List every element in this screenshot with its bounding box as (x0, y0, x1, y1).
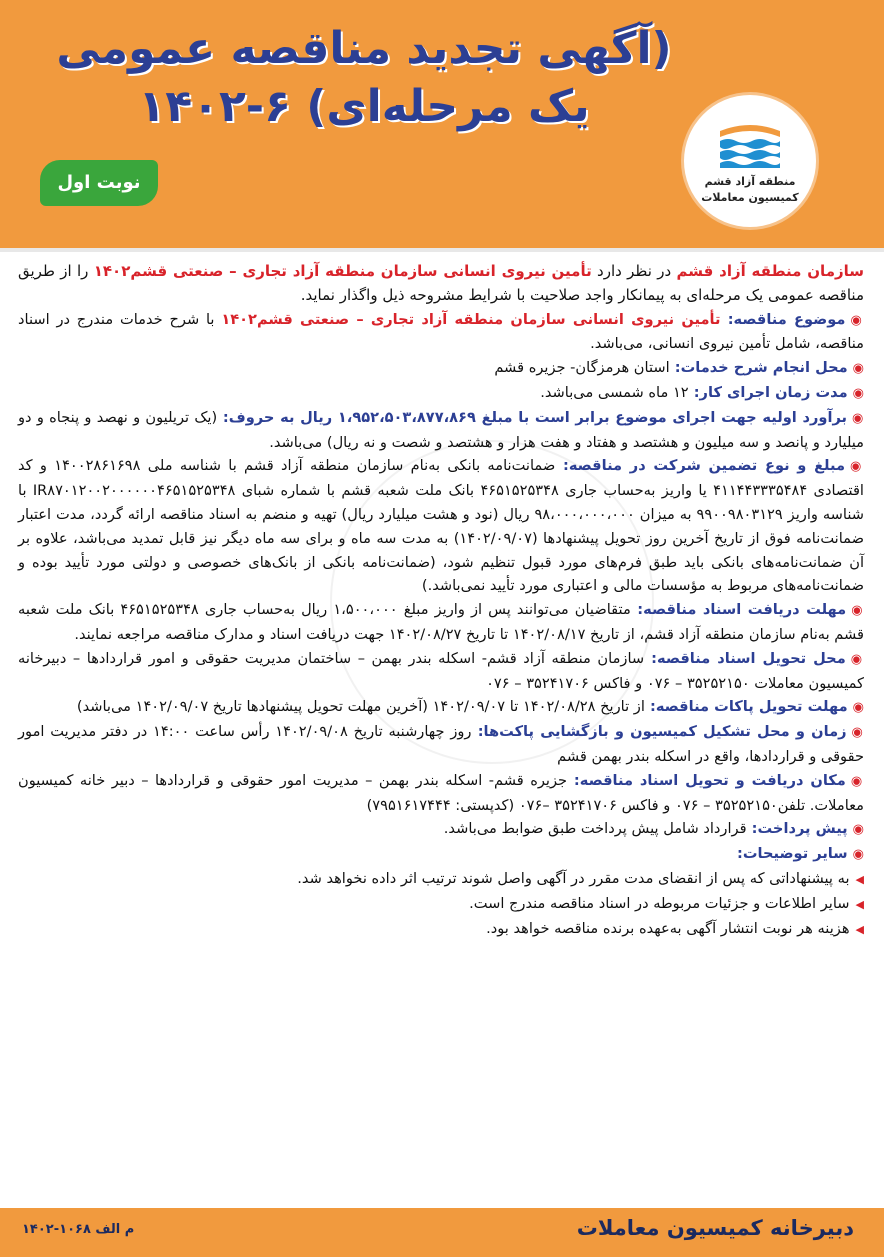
triangle-bullet-icon: ◀ (855, 897, 864, 911)
bullet-icon: ◉ (852, 700, 864, 716)
bullet-icon: ◉ (851, 603, 864, 619)
round-badge: نوبت اول (40, 160, 158, 206)
item-text: متقاضیان می‌توانند پس از واریز مبلغ ۱،۵۰۰،۰۰۰ ریال به‌حساب جاری ۴۶۵۱۵۲۵۳۴۸ بانک ملت شعبه قشم به‌نام سازمان منطقه آزاد قشم، از تاریخ ۱۴۰۲/۰۸/۱۷ تا تاریخ ۱۴۰۲/۰۸/۲۷ جهت دریافت اسناد و مدارک مناقصه مراجعه نمایند. (18, 601, 864, 643)
notice-title (14, 20, 714, 136)
header-banner (0, 0, 884, 252)
note-item (18, 917, 864, 942)
item-guarantee (18, 454, 864, 598)
item-text: روز چهارشنبه تاریخ ۱۴۰۲/۰۹/۰۸ رأس ساعت ۱۴:۰۰ در دفتر مدیریت امور حقوقی و قراردادها، واقع در اسکله بندر بهمن قشم (18, 723, 864, 765)
title-line-2: یک مرحله‌ای) ۶-۱۴۰۲ (138, 81, 590, 132)
item-highlight: تأمین نیروی انسانی سازمان منطقه آزاد تجاری – صنعتی قشم۱۴۰۲ (221, 310, 721, 328)
item-label: محل انجام شرح خدمات: (669, 359, 848, 377)
intro-text-2: را از طریق مناقصه عمومی یک مرحله‌ای به پیمانکار واجد صلاحیت با شرایط مشروحه ذیل واگذار نماید. (18, 262, 864, 304)
note-text: هزینه هر نوبت انتشار آگهی به‌عهده برنده مناقصه خواهد بود. (486, 919, 850, 937)
item-label: مدت زمان اجرای کار: (688, 383, 848, 401)
title-line-1: (آگهی تجدید مناقصه عمومی (56, 23, 672, 74)
item-duration (18, 381, 864, 406)
intro-paragraph (18, 260, 864, 308)
item-prepayment (18, 817, 864, 842)
bullet-icon: ◉ (850, 312, 864, 328)
bullet-icon: ◉ (852, 847, 864, 863)
qeshm-logo (684, 95, 816, 227)
bullet-icon: ◉ (852, 410, 864, 426)
note-text: به پیشنهاداتی که پس از انقضای مدت مقرر در آگهی واصل شوند ترتیب اثر داده نخواهد شد. (297, 869, 850, 887)
item-opening (18, 720, 864, 769)
item-text: (یک تریلیون و نهصد و پنجاه و دو میلیارد و پانصد و سه میلیون و هشتصد و هفتاد و هفت هزار و هشتصد و شصت و نه ریال) می‌باشد. (18, 408, 864, 451)
item-subject (18, 308, 864, 357)
triangle-bullet-icon: ◀ (855, 872, 864, 886)
note-item (18, 867, 864, 892)
item-label: برآورد اولیه جهت اجرای موضوع برابر است با مبلغ ۱،۹۵۲،۵۰۳،۸۷۷،۸۶۹ ریال به حروف: (217, 408, 848, 426)
item-text: از تاریخ ۱۴۰۲/۰۸/۲۸ تا ۱۴۰۲/۰۹/۰۷ (آخرین مهلت تحویل پیشنهادها تاریخ ۱۴۰۲/۰۹/۰۷ می‌باشد) (76, 698, 645, 716)
item-text: جزیره قشم- اسکله بندر بهمن – مدیریت امور حقوقی و قراردادها – دبیر خانه کمیسیون معاملات. تلفن۳۵۲۵۲۱۵۰ – ۰۷۶ و فاکس ۳۵۲۴۱۷۰۶ –۰۷۶ (کدپستی: ۷۹۵۱۶۱۷۴۴۴) (18, 771, 864, 814)
item-label: مهلت دریافت اسناد مناقصه: (630, 601, 847, 619)
note-text: سایر اطلاعات و جزئیات مربوطه در اسناد مناقصه مندرج است. (469, 894, 850, 912)
bullet-icon: ◉ (852, 361, 864, 377)
item-text: قرارداد شامل پیش پرداخت طبق ضوابط می‌باشد. (443, 820, 747, 838)
logo-caption-1: منطقه آزاد قشم (704, 175, 796, 188)
footer-code: م الف ۱۰۶۸-۱۴۰۲ (22, 1222, 135, 1237)
bullet-icon: ◉ (850, 773, 865, 789)
triangle-bullet-icon: ◀ (855, 922, 864, 936)
item-label: مهلت تحویل پاکات مناقصه: (644, 698, 848, 716)
item-label: مبلغ و نوع تضمین شرکت در مناقصه: (555, 457, 846, 475)
item-label: پیش پرداخت: (746, 820, 848, 838)
bullet-icon: ◉ (852, 385, 864, 401)
item-other (18, 842, 864, 867)
logo-caption-2: کمیسیون معاملات (701, 191, 799, 204)
footer-bar (0, 1208, 884, 1257)
item-text: استان هرمزگان- جزیره قشم (494, 359, 670, 377)
item-estimate (18, 406, 864, 455)
bullet-icon: ◉ (850, 651, 865, 667)
item-text: ضمانت‌نامه بانکی به‌نام سازمان منطقه آزاد قشم با شناسه ملی ۱۴۰۰۲۸۶۱۶۹۸ و کد اقتصادی ۴۱۱۴۴۳۳۳۵۴۸۴ یا واریز به‌حساب جاری ۴۶۵۱۵۲۵۳۴۸ بانک ملت شعبه قشم با شماره شبای IR۸۷۰۱۲۰۰۲۰۰۰۰۰۰۴۶۵۱۵۲۵۳۴۸ با شناسه واریز ۹۹۰۰۹۸۰۳۱۲۹ به میزان ۹۸،۰۰۰،۰۰۰،۰۰۰ ریال (نود و هشت میلیارد ریال) تهیه و منضم به اسناد مناقصه ارائه گردد، مدت اعتبار ضمانت‌نامه فوق از تاریخ آخرین روز تحویل پیشنهادها (۱۴۰۲/۰۹/۰۷) به مدت سه ماه و برای سه ماه دیگر نیز قابل تمدید می‌باشد، علاوه بر آن ضمانت‌نامه‌های بانکی باید طبق فرم‌های مورد قبول تنظیم شود، (ضمانت‌نامه بانکی از بانک‌های خصوصی و دولتی مورد تأیید بوده و ضمانت‌نامه‌های مربوط به مؤسسات مالی و اعتباری مورد تأیید نمی‌باشد.) (18, 457, 864, 595)
item-location (18, 356, 864, 381)
item-document-delivery (18, 647, 864, 696)
item-text: سازمان منطقه آزاد قشم- اسکله بندر بهمن – ساختمان مدیریت حقوقی و امور قراردادها – دبیرخانه کمیسیون معاملات ۳۵۲۵۲۱۵۰ – ۰۷۶ و فاکس ۳۵۲۴۱۷۰۶ – ۰۷۶ (18, 649, 864, 692)
note-item (18, 892, 864, 917)
item-label: موضوع مناقصه: (720, 310, 846, 328)
item-label: زمان و محل تشکیل کمیسیون و بازگشایی پاکت‌ها: (471, 723, 847, 741)
item-document-deadline (18, 598, 864, 647)
intro-text-1: در نظر دارد (591, 262, 677, 280)
item-label: محل تحویل اسناد مناقصه: (644, 649, 846, 667)
intro-project: تأمین نیروی انسانی سازمان منطقه آزاد تجاری – صنعتی قشم۱۴۰۲ (93, 262, 592, 280)
item-envelope-deadline (18, 695, 864, 720)
waves-logo-icon (716, 123, 784, 169)
notice-body (18, 260, 864, 941)
footer-signature: دبیرخانه کمیسیون معاملات (576, 1216, 854, 1240)
bullet-icon: ◉ (852, 822, 864, 838)
item-label: مکان دریافت و تحویل اسناد مناقصه: (567, 771, 846, 789)
item-label: سایر توضیحات: (736, 845, 848, 863)
item-text: ۱۲ ماه شمسی می‌باشد. (540, 383, 689, 401)
item-place (18, 769, 864, 818)
item-text: با شرح خدمات مندرج در اسناد مناقصه، شامل تأمین نیروی انسانی، می‌باشد. (18, 310, 864, 353)
bullet-icon: ◉ (851, 725, 865, 741)
bullet-icon: ◉ (850, 459, 865, 475)
org-name: سازمان منطقه آزاد قشم (676, 262, 864, 280)
